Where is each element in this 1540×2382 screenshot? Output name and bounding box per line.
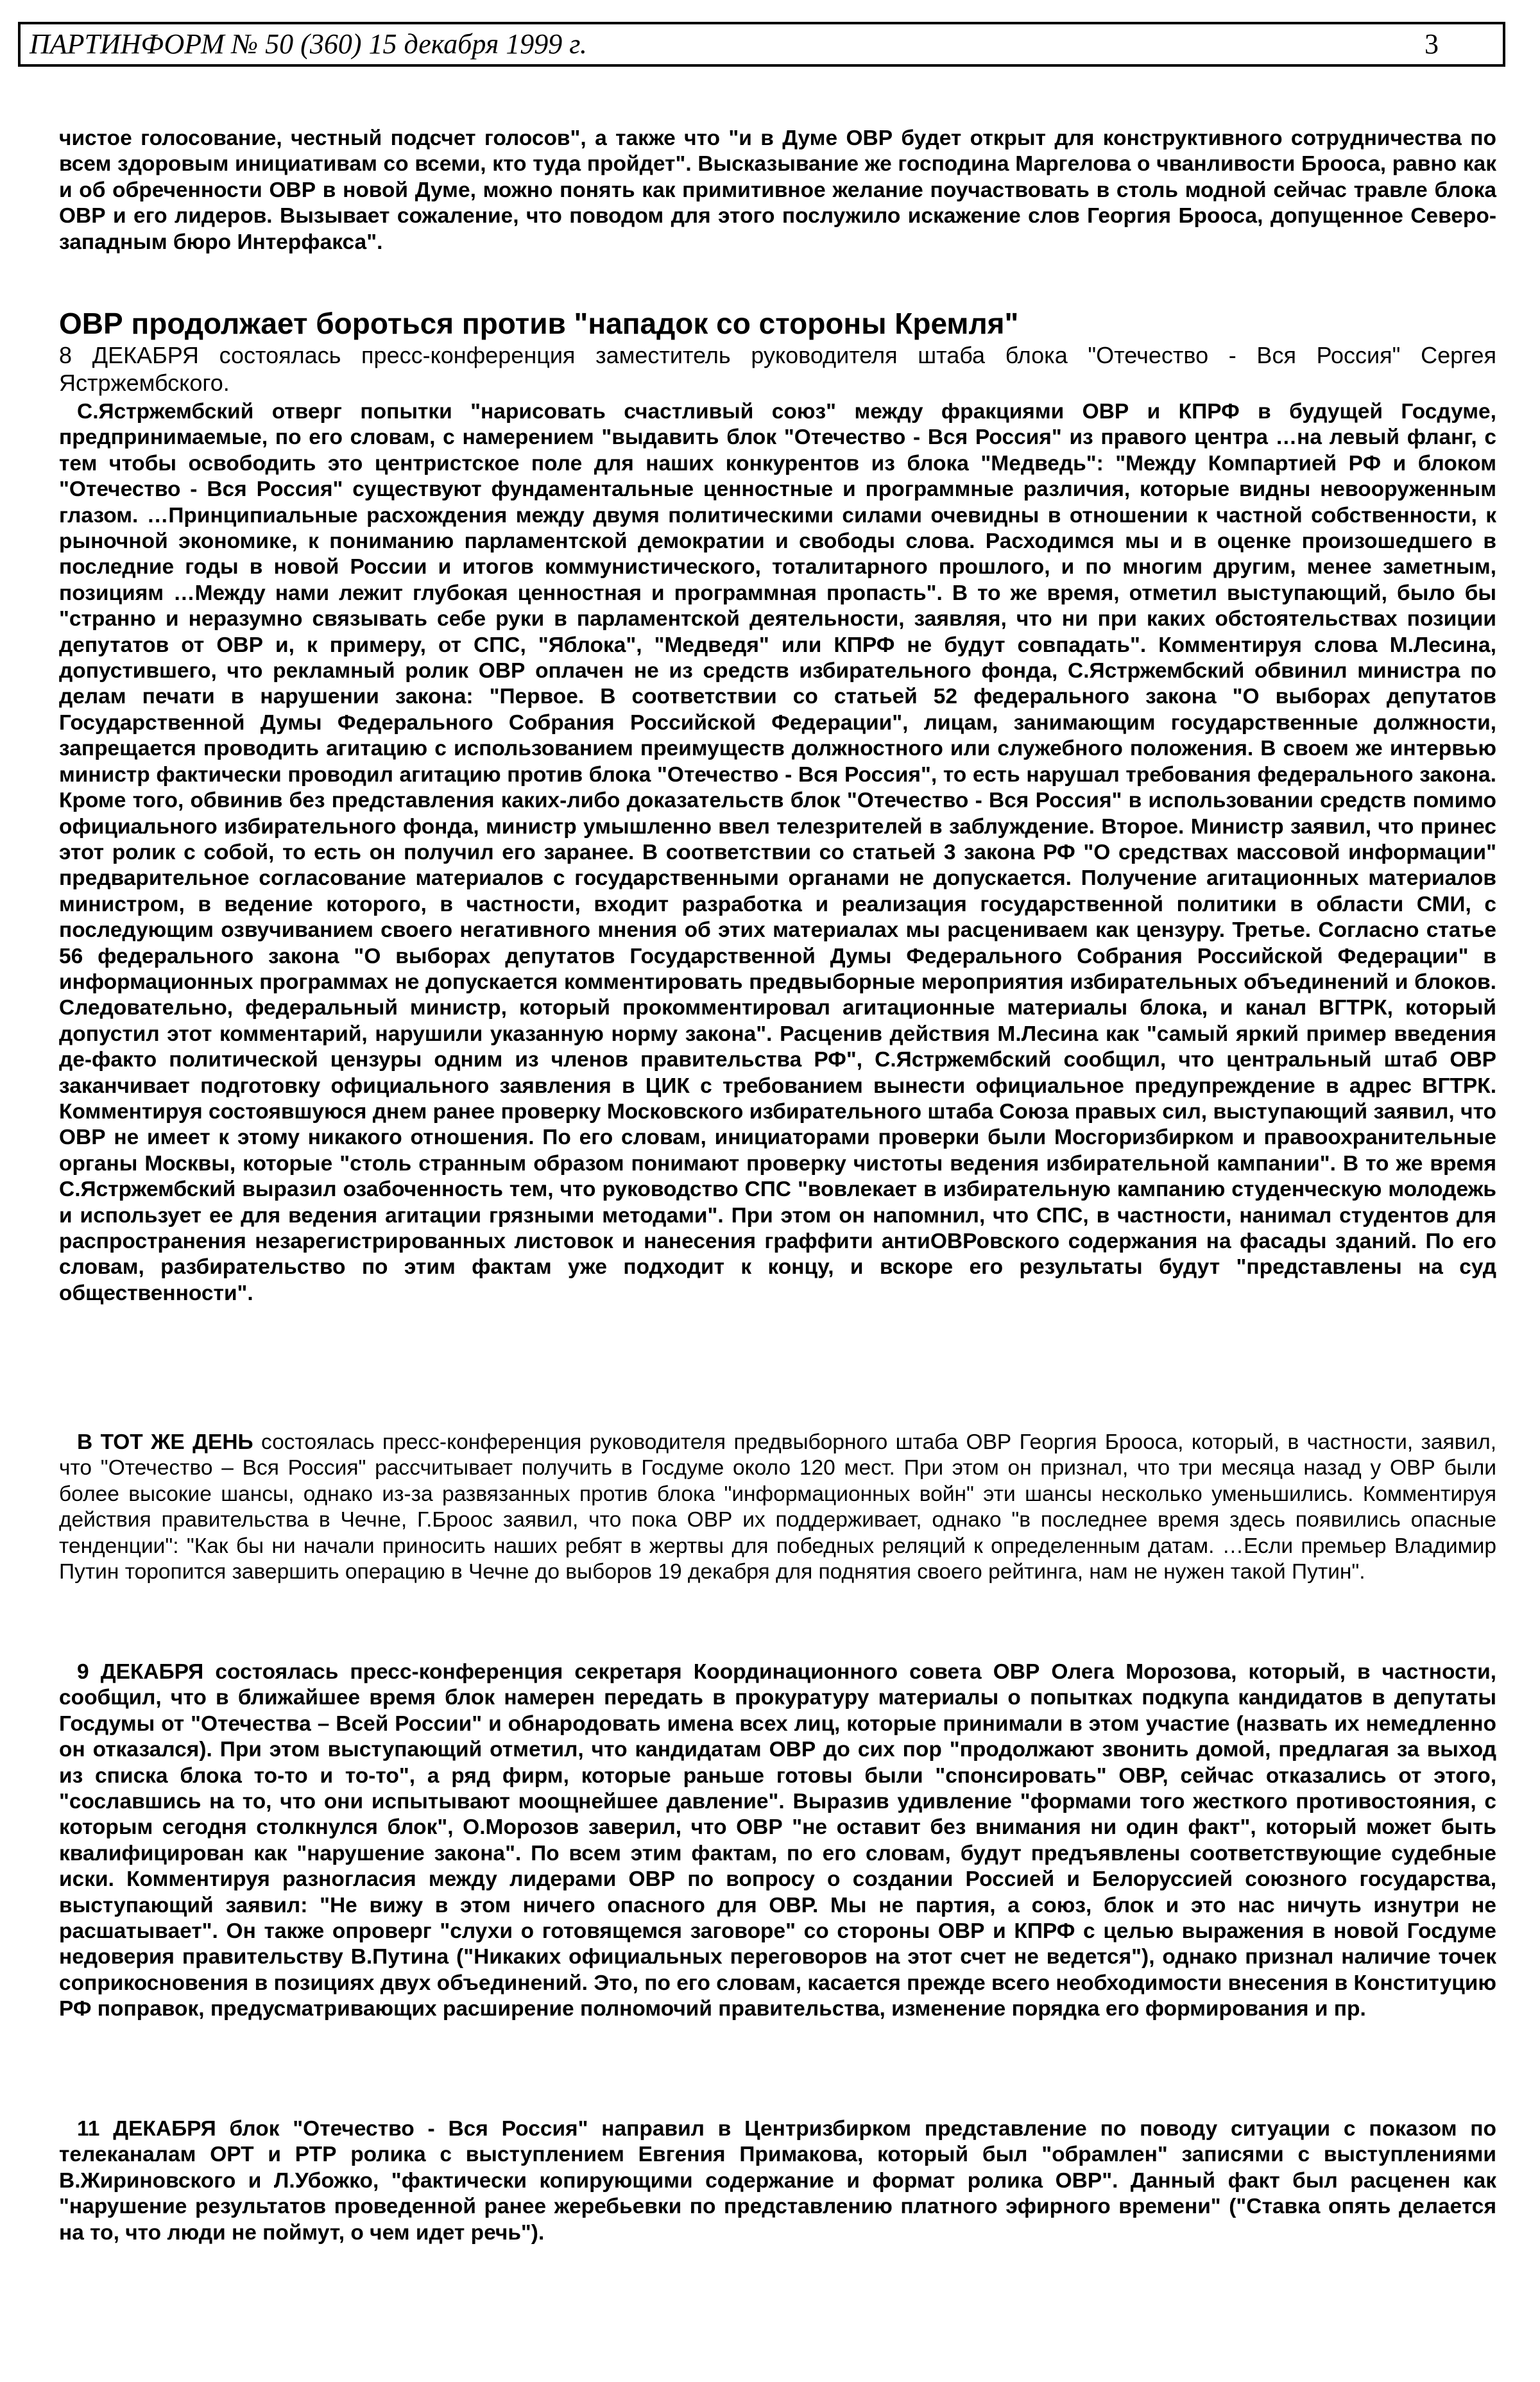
article-paragraph-2	[59, 1430, 1496, 1585]
intro-paragraph: чистое голосование, честный подсчет голосов", а также что "и в Думе ОВР будет открыт для конструктивного сотрудничества по всем здоровым инициативам со всеми, кто туда пройдет". Высказывание же господина Маргелова о чванливости Брооса, равно как и об обреченности ОВР в новой Думе, можно понять как примитивное желание поучаствовать в столь модной сейчас травле блока ОВР и его лидеров. Вызывает сожаление, что поводом для этого послужило искажение слов Георгия Брооса, допущенное Северо-западным бюро Интерфакса".	[59, 126, 1496, 254]
paragraph-cik: 11 ДЕКАБРЯ блок "Отечество - Вся Россия" направил в Центризбирком представление по поводу ситуации с показом по телеканалам ОРТ и РТР ролика с выступлением Евгения Примакова, который был "обрамлен" записями с выступлениями В.Жириновского и Л.Убожко, "фактически копирующими содержание и формат ролика ОВР". Данный факт был расценен как "нарушение результатов проведенной ранее жеребьевки по представлению платного эфирного времени" ("Ставка опять делается на то, что люди не поймут, о чем идет речь").	[59, 2117, 1496, 2245]
article-paragraph-4	[59, 2116, 1496, 2246]
article-headline: ОВР продолжает бороться против "нападок со стороны Кремля"	[59, 307, 1019, 340]
paragraph-2-lead: В ТОТ ЖЕ ДЕНЬ	[77, 1430, 253, 1454]
article-paragraph-3	[59, 1659, 1496, 2023]
intro-continuation	[59, 126, 1496, 255]
paragraph-morozov: 9 ДЕКАБРЯ состоялась пресс-конференция секретаря Координационного совета ОВР Олега Морозова, который, в частности, сообщил, что в ближайшее время блок намерен передать в прокуратуру материалы о попытках подкупа кандидатов в депутаты Госдумы от "Отечества – Всей России" и обнародовать имена всех лиц, которые принимали в этом участие (назвать их немедленно он отказался). При этом выступающий отметил, что кандидатам ОВР до сих пор "продолжают звонить домой, предлагая за выход из списка блока то-то и то-то", а ряд фирм, которые раньше готовы были "спонсировать" ОВР, сейчас отказались от этого, "сославшись на то, что они испытывают моощнейшее давление". Выразив удивление "формами того жесткого противостояния, с которым сегодня столкнулся блок", О.Морозов заверил, что ОВР "не оставит без внимания ни один факт", который может быть квалифицирован как "нарушение закона". По всем этим фактам, по его словам, будут предъявлены соответствующие судебные иски. Комментируя разногласия между лидерами ОВР по вопросу о создании Россией и Белоруссией союзного государства, выступающий заявил: "Не вижу в этом ничего опасного для ОВР. Мы не партия, а союз, блок и это нас ничуть изнутри не расшатывает". Он также опроверг "слухи о готовящемся заговоре" со стороны ОВР и КПРФ с целью выражения в новой Госдуме недоверия правительству В.Путина ("Никаких официальных переговоров на этот счет не ведется"), однако признал наличие точек соприкосновения в позициях двух объединений. Это, по его словам, касается прежде всего необходимости внесения в Конституцию РФ поправок, предусматривающих расширение полномочий правительства, изменение порядка его формирования и пр.	[59, 1660, 1496, 2021]
paragraph-yastrzhembsky: С.Ястржембский отверг попытки "нарисовать счастливый союз" между фракциями ОВР и КПРФ в будущей Госдуме, предпринимаемые, по его словам, с намерением "выдавить блок "Отечество - Вся Россия" из правого центра …на левый фланг, с тем чтобы освободить это центристское поле для наших конкурентов из блока "Медведь": "Между Компартией РФ и блоком "Отечество - Вся Россия" существуют фундаментальные ценностные и программные различия, которые видны невооруженным глазом. …Принципиальные расхождения между двумя политическими силами очевидны в отношении к частной собственности, к рыночной экономике, к пониманию парламентской демократии и свободы слова. Расходимся мы и в оценке произошедшего в последние годы в новой России и итогов коммунистического, тоталитарного прошлого, и по многим другим, менее заметным, позициям …Между нами лежит глубокая ценностная и программная пропасть". В то же время, отметил выступающий, было бы "странно и неразумно связывать себе руки в парламентской деятельности, заявляя, что ни при каких обстоятельствах позиции депутатов от ОВР и, к примеру, от СПС, "Яблока", "Медведя" или КПРФ не будут совпадать". Комментируя слова М.Лесина, допустившего, что рекламный ролик ОВР оплачен не из средств избирательного фонда, С.Ястржембский обвинил министра по делам печати в нарушении закона: "Первое. В соответствии со статьей 52 федерального закона "О выборах депутатов Государственной Думы Федерального Собрания Российской Федерации", лицам, занимающим государственные должности, запрещается проводить агитацию с использованием преимуществ должностного или служебного положения. В своем же интервью министр фактически проводил агитацию против блока "Отечество - Вся Россия", то есть нарушал требования федерального закона. Кроме того, обвинив без представления каких-либо доказательств блок "Отечество - Вся Россия" в использовании средств помимо официального избирательного фонда, министр умышленно ввел телезрителей в заблуждение. Второе. Министр заявил, что принес этот ролик с собой, то есть он получил его заранее. В соответствии со статьей 3 закона РФ "О средствах массовой информации" предварительное согласование материалов с государственными органами не допускается. Получение агитационных материалов министром, в ведение которого, в частности, входит разработка и реализация государственной политики в области СМИ, с последующим озвучиванием своего негативного мнения об этих материалах мы расцениваем как цензуру. Третье. Согласно статье 56 федерального закона "О выборах депутатов Государственной Думы Федерального Собрания Российской Федерации" в информационных программах не допускается комментировать предвыборные мероприятия избирательных объединений и блоков. Следовательно, федеральный министр, который прокомментировал агитационные материалы блока, и канал ВГТРК, который допустил этот комментарий, нарушили указанную норму закона". Расценив действия М.Лесина как "самый яркий пример введения де-факто политической цензуры одним из членов правительства РФ", С.Ястржембский сообщил, что центральный штаб ОВР заканчивает подготовку официального заявления в ЦИК с требованием вынести официальное предупреждение в адрес ВГТРК. Комментируя состоявшуюся днем ранее проверку Московского избирательного штаба Союза правых сил, выступающий заявил, что ОВР не имеет к этому никакого отношения. По его словам, инициаторами проверки были Мосгоризбирком и правоохранительные органы Москвы, которые "столь странным образом понимают проверку чистоты ведения избирательной кампании". В то же время С.Ястржембский выразил озабоченность тем, что руководство СПС "вовлекает в избирательную кампанию студенческую молодежь и использует ее для ведения агитации грязными методами". При этом он напомнил, что СПС, в частности, нанимал студентов для распространения незарегистрированных листовок и нанесения граффити антиОВРовского содержания на фасады зданий. По его словам, разбирательство по этим фактам уже подходит к концу, и вскоре его результаты будут "представлены на суд общественности".	[59, 400, 1496, 1305]
paragraph-boos	[59, 1430, 1496, 1585]
article-paragraph-1	[59, 399, 1496, 1307]
publication-title: ПАРТИНФОРМ № 50 (360) 15 декабря 1999 г.	[30, 28, 587, 60]
article-header	[59, 305, 1496, 399]
page-header	[18, 22, 1505, 67]
article-lead: 8 ДЕКАБРЯ состоялась пресс-конференция заместитель руководителя штаба блока "Отечество - Вся Россия" Сергея Ястржембского.	[59, 342, 1496, 396]
page-number: 3	[1425, 28, 1439, 60]
paragraph-2-body: состоялась пресс-конференция руководителя предвыборного штаба ОВР Георгия Брооса, который, в частности, заявил, что "Отечество – Вся Россия" рассчитывает получить в Госдуме около 120 мест. При этом он признал, что три месяца назад у ОВР были более высокие шансы, однако из-за развязанных против блока "информационных войн" эти шансы несколько уменьшились. Комментируя действия правительства в Чечне, Г.Броос заявил, что пока ОВР их поддерживает, однако "в последнее время здесь появились опасные тенденции": "Как бы ни начали приносить наших ребят в жертвы для победных реляций к определенным датам. …Если премьер Владимир Путин торопится завершить операцию в Чечне до выборов 19 декабря для поднятия своего рейтинга, нам не нужен такой Путин".	[59, 1430, 1497, 1584]
